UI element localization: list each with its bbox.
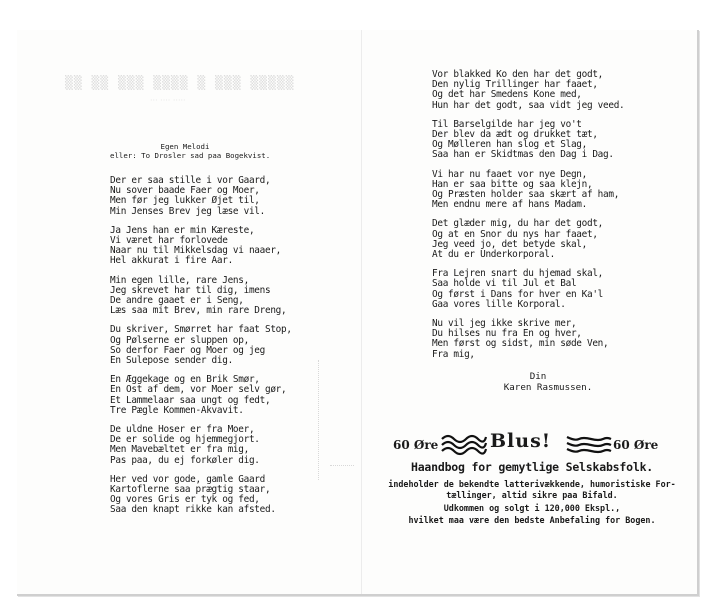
verse-line: Og vores Gris er tyk og fed, [110,494,260,506]
stanza [432,219,692,260]
stanza [432,269,692,310]
right-poem-column [432,70,692,369]
stanza [110,475,355,516]
verse-line: Nu sover baade Faer og Moer, [110,185,260,197]
signoff-din: Din [529,371,547,382]
verse-line: Læs saa mit Brev, min rare Dreng, [110,305,287,317]
tune-note [110,142,271,160]
verse-line: Nu vil jeg ikke skrive mer, [432,318,577,330]
verse-line: Hel akkurat i fire Aar. [110,255,233,267]
verse-line: Vi været har forlovede [110,235,228,247]
verse-line: Men Mavebæltet er fra mig, [110,444,249,456]
verse-line: Og det har Smedens Kone med, [432,89,582,101]
wave-ornament-left-icon [440,433,488,457]
advert-subtitle: Haandbog for gemytlige Selskabsfolk. [410,460,654,474]
verse-line: Et Lammelaar saa ungt og fedt, [110,394,271,406]
tune-line: eller: To Drosler sad paa Bogekvist. [110,151,271,160]
verse-line: Gaa vores lille Korporal. [432,298,566,310]
verse-line: Min egen lille, rare Jens, [110,274,249,286]
stanza [110,276,355,317]
verse-line: Saa holde vi til Jul et Bal [432,278,577,290]
wave-ornament-right-icon [565,433,613,457]
verse-line: Vor blakked Ko den har det godt, [432,69,604,80]
verse-line: Men endnu mere af hans Madam. [432,199,587,211]
verse-line: Han er saa bitte og saa klejn, [432,178,593,190]
verse-line: En Sulepose sender dig. [110,355,233,367]
signoff-name: Karen Rasmussen. [503,382,593,393]
verse-line: Ja Jens han er min Kæreste, [110,224,255,236]
verse-line: Og at en Snor du nys har faaet, [432,228,598,240]
verse-line: Saa den knapt rikke kan afsted. [110,504,276,516]
verse-line: Vi har nu faaet vor nye Degn, [432,168,587,180]
verse-line: De er solide og hjemmegjort. [110,434,260,446]
advert-description [382,479,682,500]
verse-line: De uldne Hoser er fra Moer, [110,424,255,436]
verse-line: Saa han er Skidtmas den Dag i Dag. [432,149,614,161]
stanza [432,170,692,211]
verse-line: Du hilses nu fra En og hver, [432,328,582,340]
verse-line: Og Præsten holder saa skært af ham, [432,189,620,201]
tune-line: Egen Melodi [160,142,210,151]
verse-line: En Ost af dem, vor Moer selv gør, [110,384,287,396]
stanza [110,425,355,466]
verse-line: Der er saa stille i vor Gaard, [110,175,271,186]
stanza [432,70,692,111]
verse-line: Der blev da ædt og drukket tæt, [432,129,598,141]
verse-line: Pas paa, du ej forkøler dig. [110,454,260,466]
stanza [432,120,692,161]
verse-line: Fra Lejren snart du hjemad skal, [432,268,604,280]
verse-line: Til Barselgilde har jeg vo't [432,118,582,130]
verse-line: So derfor Faer og Moer og jeg [110,344,265,356]
verse-line: Og først i Dans for hver en Ka'l [432,288,604,300]
advert-description-line: indeholder de bekendte latterivækkende, humoristiske For- [388,479,676,489]
bleed-through-subtext: ··· ···· ····· [150,96,186,105]
advert-title: Blus! [490,430,552,452]
stanza [432,319,692,360]
advert-recommendation: hvilket maa være den bedste Anbefaling for Bogen. [408,515,656,525]
verse-line: Min Jenses Brev jeg læse vil. [110,205,265,217]
stanza [110,325,355,366]
stanza [110,176,355,217]
verse-line: Den nylig Trillinger har faaet, [432,79,598,91]
verse-line: Fra mig, [432,348,475,360]
verse-line: Her ved vor gode, gamle Gaard [110,473,265,485]
advert-price-right: 60 Øre [613,438,659,452]
verse-line: Og Pølserne er sluppen op, [110,334,249,346]
verse-line: Jeg skrevet har til dig, imens [110,284,271,296]
verse-line: Kartoflerne saa prægtig staar, [110,484,271,496]
advert-price-left: 60 Øre [393,438,439,452]
verse-line: Jeg veed jo, det betyde skal, [432,238,587,250]
verse-line: Naar nu til Mikkelsdag vi naaer, [110,245,282,257]
verse-line: Det glæder mig, du har det godt, [432,218,604,230]
left-poem-column [110,176,355,525]
page-fold [361,30,362,594]
advert-edition: Udkommen og solgt i 120,000 Ekspl., [443,503,621,513]
verse-line: En Æggekage og en Brik Smør, [110,374,260,386]
advert-description-line: tællinger, altid sikre paa Bifald. [446,489,618,500]
stanza [110,226,355,267]
verse-line: Og Mølleren han slog et Slag, [432,139,587,151]
verse-line: Tre Pægle Kommen-Akvavit. [110,404,244,416]
stanza [110,375,355,416]
verse-line: At du er Underkorporal. [432,249,555,261]
verse-line: Du skriver, Smørret har faat Stop, [110,324,292,336]
verse-line: Men før jeg lukker Øjet til, [110,195,260,207]
verse-line: Hun har det godt, saa vidt jeg veed. [432,99,625,111]
verse-line: Men først og sidst, min søde Ven, [432,338,609,350]
bleed-through-text: ▒▒ ▒▒ ▒▒▒ ▒▒▒▒ ▒ ▒▒▒ ▒▒▒▒▒ [65,76,295,91]
verse-line: De andre gaaet er i Seng, [110,295,244,307]
